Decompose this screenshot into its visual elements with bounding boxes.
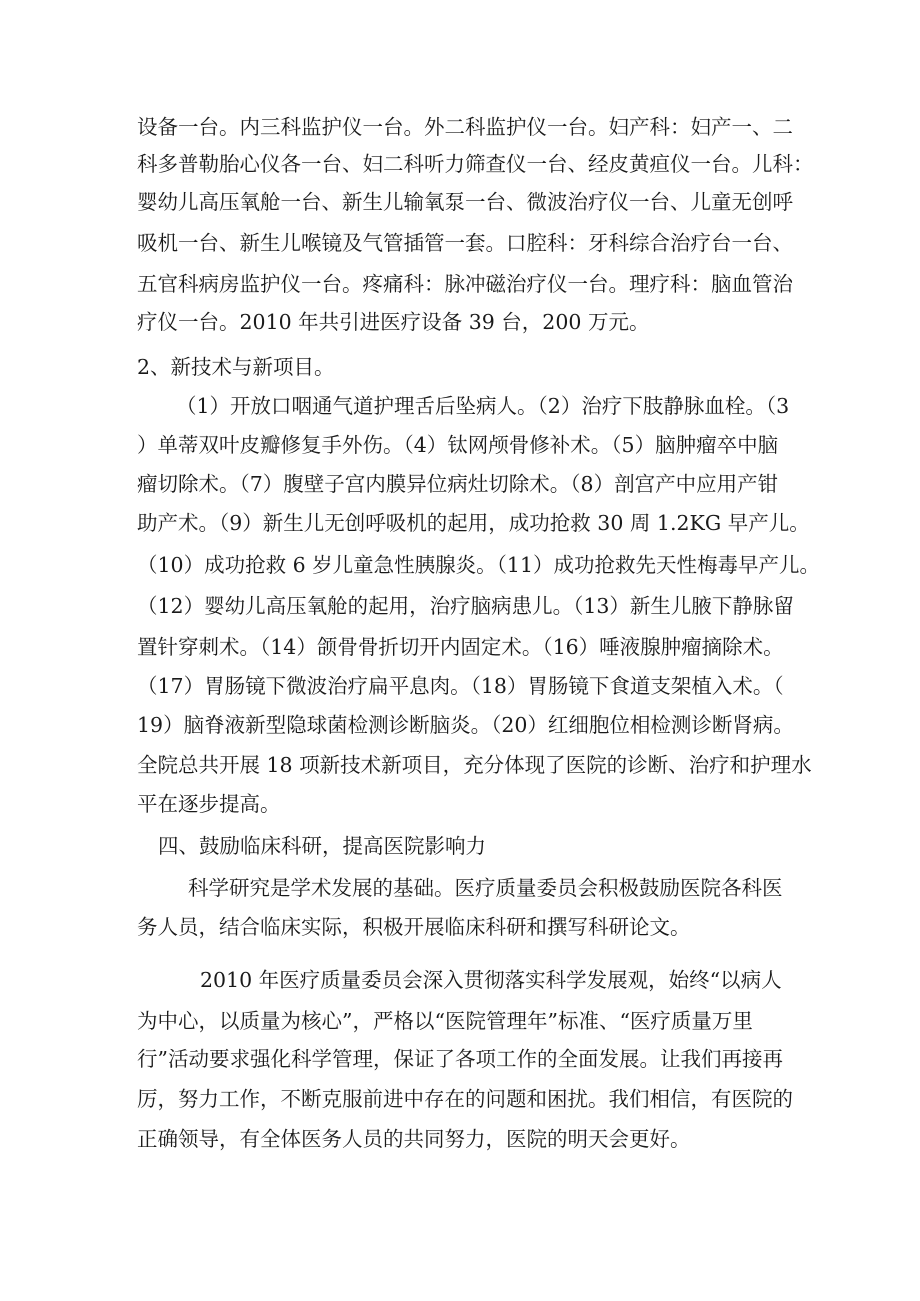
heading-section-4: 四、鼓励临床科研，提高医院影响力 xyxy=(158,834,486,858)
para-new-tech-line: 全院总共开展 18 项新技术新项目，充分体现了医院的诊断、治疗和护理水 xyxy=(137,753,812,777)
para-new-tech-line: （12）婴幼儿高压氧舱的起用，治疗脑病患儿。（13）新生儿腋下静脉留 xyxy=(137,594,794,618)
para-new-tech-line: （10）成功抢救 6 岁儿童急性胰腺炎。（11）成功抢救先天性梅毒早产儿。 xyxy=(137,553,820,577)
para-new-tech-line: （1）开放口咽通气道护理舌后坠病人。（2）治疗下肢静脉血栓。（3 xyxy=(176,394,790,418)
para-new-tech-line: 瘤切除术。（7）腹壁子宫内膜异位病灶切除术。（8）剖宫产中应用产钳 xyxy=(137,472,779,496)
para-conclusion-line: 2010 年医疗质量委员会深入贯彻落实科学发展观，始终“以病人 xyxy=(200,968,782,992)
para-conclusion-line: 正确领导，有全体医务人员的共同努力，医院的明天会更好。 xyxy=(137,1127,691,1151)
para-equipment-line: 婴幼儿高压氧舱一台、新生儿输氧泵一台、微波治疗仪一台、儿童无创呼 xyxy=(137,190,793,214)
para-new-tech-line: （17）胃肠镜下微波治疗扁平息肉。（18）胃肠镜下食道支架植入术。（ xyxy=(137,674,784,698)
para-equipment-line: 疗仪一台。2010 年共引进医疗设备 39 台，200 万元。 xyxy=(137,310,650,334)
para-research-line: 科学研究是学术发展的基础。医疗质量委员会积极鼓励医院各科医 xyxy=(188,876,783,900)
para-conclusion-line: 厉，努力工作，不断克服前进中存在的问题和困扰。我们相信，有医院的 xyxy=(137,1087,793,1111)
para-equipment-line: 吸机一台、新生儿喉镜及气管插管一套。口腔科：牙科综合治疗台一台、 xyxy=(137,231,793,255)
para-new-tech-line: 置针穿刺术。（14）颌骨骨折切开内固定术。（16）唾液腺肿瘤摘除术。 xyxy=(137,635,784,659)
para-equipment-line: 科多普勒胎心仪各一台、妇二科听力筛查仪一台、经皮黄疸仪一台。儿科： xyxy=(137,152,814,176)
para-equipment-line: 设备一台。内三科监护仪一台。外二科监护仪一台。妇产科：妇产一、二 xyxy=(137,115,793,139)
para-equipment-line: 五官科病房监护仪一台。疼痛科：脉冲磁治疗仪一台。理疗科：脑血管治 xyxy=(137,272,793,296)
para-new-tech-line: 19）脑脊液新型隐球菌检测诊断脑炎。（20）红细胞位相检测诊断肾病。 xyxy=(137,713,794,737)
para-new-tech-line: 助产术。（9）新生儿无创呼吸机的起用，成功抢救 30 周 1.2KG 早产儿。 xyxy=(137,511,810,535)
para-research-line: 务人员，结合临床实际，积极开展临床科研和撰写科研论文。 xyxy=(137,915,691,939)
para-conclusion-line: 行”活动要求强化科学管理，保证了各项工作的全面发展。让我们再接再 xyxy=(137,1047,783,1071)
para-new-tech-line: 平在逐步提高。 xyxy=(137,792,281,816)
para-conclusion-line: 为中心，以质量为核心”，严格以“医院管理年”标准、“医疗质量万里 xyxy=(137,1009,753,1033)
para-new-tech-line: ）单蒂双叶皮瓣修复手外伤。（4）钛网颅骨修补术。（5）脑肿瘤卒中脑 xyxy=(137,433,779,457)
heading-new-tech: 2、新技术与新项目。 xyxy=(137,355,335,379)
